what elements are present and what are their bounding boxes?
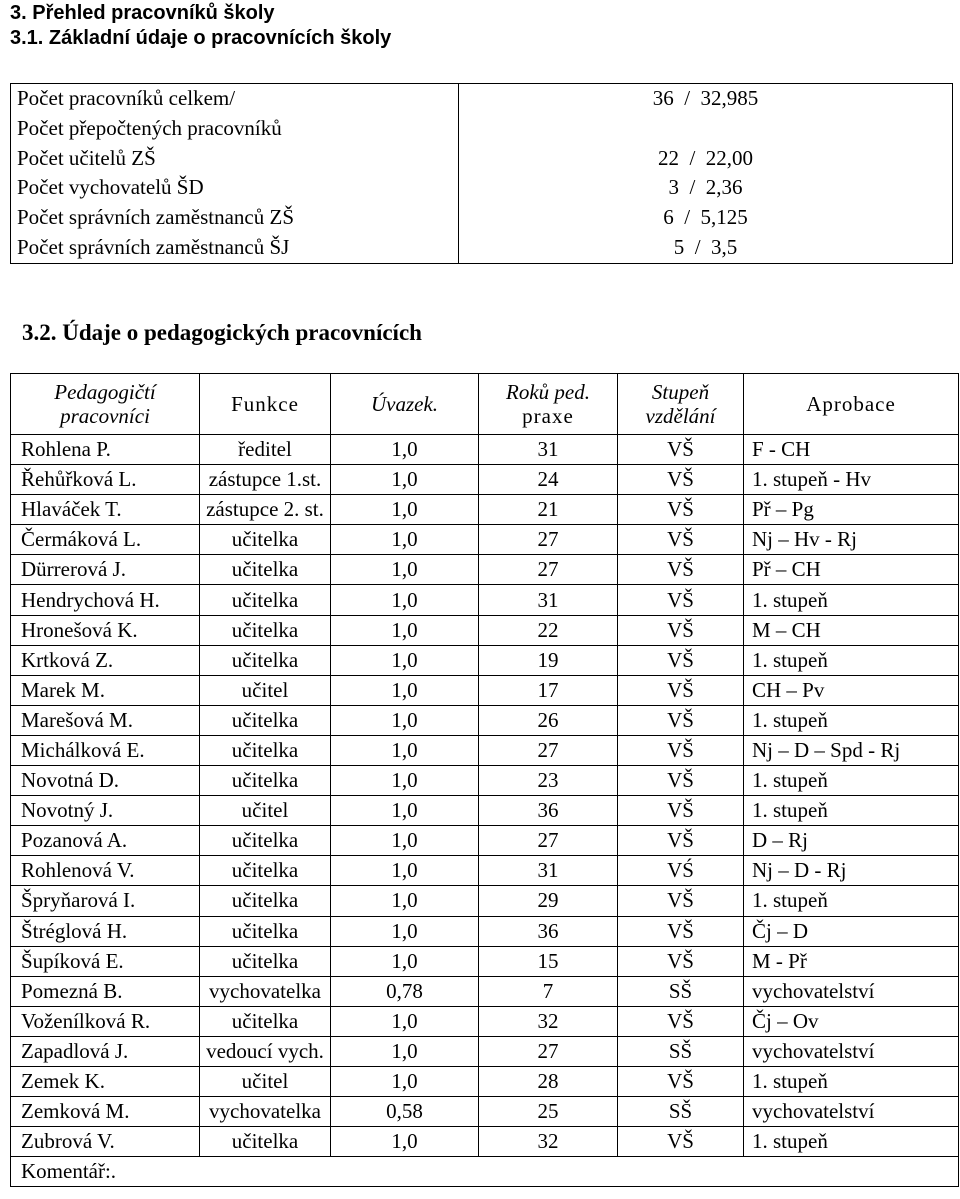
staff-name: Špryňarová I. [11, 886, 200, 916]
staff-approbation: 1. stupeň [744, 766, 959, 796]
staff-fte: 0,58 [331, 1097, 479, 1127]
staff-role: učitelka [200, 735, 331, 765]
col-header-education-line1: Stupeň [651, 380, 710, 404]
staff-role: vychovatelka [200, 1097, 331, 1127]
staff-role: vychovatelka [200, 976, 331, 1006]
staff-fte: 1,0 [331, 585, 479, 615]
staff-education: VŠ [618, 916, 744, 946]
staff-role: učitelka [200, 615, 331, 645]
staff-education: VŠ [618, 946, 744, 976]
staff-education: VŠ [618, 435, 744, 465]
staff-name: Zapadlová J. [11, 1036, 200, 1066]
table-row [11, 585, 959, 615]
table-row [11, 766, 959, 796]
staff-approbation: Čj – D [744, 916, 959, 946]
staff-approbation: D – Rj [744, 826, 959, 856]
col-header-approbation: Aprobace [744, 374, 959, 435]
staff-approbation: 1. stupeň [744, 886, 959, 916]
staff-years: 36 [479, 796, 618, 826]
staff-name: Krtková Z. [11, 645, 200, 675]
staff-header-row [11, 374, 959, 435]
staff-fte: 1,0 [331, 916, 479, 946]
staff-education: VŠ [618, 585, 744, 615]
staff-years: 17 [479, 675, 618, 705]
staff-approbation: F - CH [744, 435, 959, 465]
staff-approbation: vychovatelství [744, 1097, 959, 1127]
staff-approbation: vychovatelství [744, 1036, 959, 1066]
staff-fte: 1,0 [331, 435, 479, 465]
staff-role: učitelka [200, 916, 331, 946]
table-row [11, 495, 959, 525]
staff-years: 19 [479, 645, 618, 675]
col-header-name-line2: pracovníci [60, 404, 150, 428]
staff-education: VŠ [618, 705, 744, 735]
col-header-name [11, 374, 200, 435]
col-header-role: Funkce [200, 374, 331, 435]
staff-education: VŠ [618, 1006, 744, 1036]
staff-name: Rohlena P. [11, 435, 200, 465]
staff-name: Řehůřková L. [11, 465, 200, 495]
staff-approbation: M – CH [744, 615, 959, 645]
summary-label: Počet přepočtených pracovníků [17, 115, 282, 140]
staff-name: Michálková E. [11, 735, 200, 765]
staff-approbation: M - Př [744, 946, 959, 976]
staff-role: učitel [200, 675, 331, 705]
staff-approbation: CH – Pv [744, 675, 959, 705]
staff-approbation: Nj – D - Rj [744, 856, 959, 886]
table-row [11, 1036, 959, 1066]
staff-role: ředitel [200, 435, 331, 465]
staff-approbation: Nj – Hv - Rj [744, 525, 959, 555]
staff-role: učitelka [200, 826, 331, 856]
table-row [11, 826, 959, 856]
staff-name: Marešová M. [11, 705, 200, 735]
staff-role: zástupce 2. st. [200, 495, 331, 525]
table-row [11, 1127, 959, 1157]
staff-name: Šupíková E. [11, 946, 200, 976]
summary-row [11, 84, 953, 264]
staff-name: Čermáková L. [11, 525, 200, 555]
staff-fte: 0,78 [331, 976, 479, 1006]
staff-fte: 1,0 [331, 675, 479, 705]
staff-years: 26 [479, 705, 618, 735]
comment-cell: Komentář:. [11, 1157, 959, 1187]
col-header-fte: Úvazek. [331, 374, 479, 435]
staff-role: učitelka [200, 1127, 331, 1157]
table-row [11, 465, 959, 495]
staff-education: VŠ [618, 675, 744, 705]
staff-years: 7 [479, 976, 618, 1006]
staff-name: Marek M. [11, 675, 200, 705]
table-row [11, 976, 959, 1006]
staff-approbation: 1. stupeň - Hv [744, 465, 959, 495]
staff-education: VŠ [618, 796, 744, 826]
summary-value: 36 / 32,985 [652, 86, 759, 110]
col-header-years [479, 374, 618, 435]
summary-label: Počet správních zaměstnanců ZŠ [17, 205, 294, 230]
staff-education: SŠ [618, 1036, 744, 1066]
staff-education: VŠ [618, 555, 744, 585]
table-row [11, 645, 959, 675]
summary-label: Počet učitelů ZŠ [17, 145, 156, 170]
staff-table [10, 373, 959, 1187]
staff-approbation: 1. stupeň [744, 585, 959, 615]
staff-fte: 1,0 [331, 465, 479, 495]
col-header-education [618, 374, 744, 435]
staff-years: 31 [479, 856, 618, 886]
staff-name: Zemková M. [11, 1097, 200, 1127]
staff-name: Hronešová K. [11, 615, 200, 645]
table-row [11, 675, 959, 705]
staff-years: 15 [479, 946, 618, 976]
staff-fte: 1,0 [331, 856, 479, 886]
staff-name: Rohlenová V. [11, 856, 200, 886]
staff-education: VŠ [618, 615, 744, 645]
summary-table [10, 83, 953, 264]
staff-years: 23 [479, 766, 618, 796]
col-header-education-line2: vzdělání [645, 404, 716, 428]
staff-fte: 1,0 [331, 735, 479, 765]
staff-fte: 1,0 [331, 946, 479, 976]
staff-education: VŠ [618, 645, 744, 675]
summary-labels-cell [11, 84, 459, 264]
staff-approbation: Nj – D – Spd - Rj [744, 735, 959, 765]
staff-education: VŠ [618, 886, 744, 916]
summary-value: 6 / 5,125 [663, 205, 748, 230]
staff-name: Pomezná B. [11, 976, 200, 1006]
staff-education: VŠ [618, 495, 744, 525]
table-row [11, 796, 959, 826]
staff-name: Voženílková R. [11, 1006, 200, 1036]
staff-approbation: 1. stupeň [744, 796, 959, 826]
staff-approbation: 1. stupeň [744, 1127, 959, 1157]
staff-approbation: 1. stupeň [744, 645, 959, 675]
staff-fte: 1,0 [331, 766, 479, 796]
subsection-heading: 3.1. Základní údaje o pracovnících školy [10, 27, 392, 49]
summary-value [459, 114, 952, 144]
staff-education: VŚ [618, 856, 744, 886]
staff-years: 25 [479, 1097, 618, 1127]
staff-role: učitelka [200, 946, 331, 976]
staff-approbation: Př – CH [744, 555, 959, 585]
staff-years: 32 [479, 1006, 618, 1036]
staff-years: 28 [479, 1066, 618, 1096]
staff-role: učitelka [200, 1006, 331, 1036]
staff-education: VŠ [618, 826, 744, 856]
staff-fte: 1,0 [331, 705, 479, 735]
staff-name: Hendrychová H. [11, 585, 200, 615]
summary-values-cell [459, 84, 953, 264]
staff-education: VŠ [618, 1127, 744, 1157]
staff-education: VŠ [618, 525, 744, 555]
table-row [11, 555, 959, 585]
col-header-years-line1: Roků ped. [506, 380, 590, 404]
staff-role: učitelka [200, 856, 331, 886]
staff-fte: 1,0 [331, 495, 479, 525]
staff-fte: 1,0 [331, 886, 479, 916]
staff-role: učitelka [200, 585, 331, 615]
staff-role: učitelka [200, 705, 331, 735]
staff-fte: 1,0 [331, 796, 479, 826]
comment-row [11, 1157, 959, 1187]
staff-name: Zemek K. [11, 1066, 200, 1096]
table-row [11, 916, 959, 946]
staff-fte: 1,0 [331, 826, 479, 856]
table-row [11, 735, 959, 765]
staff-table-body [11, 435, 959, 1187]
summary-label: Počet vychovatelů ŠD [17, 175, 204, 200]
staff-years: 29 [479, 886, 618, 916]
table-row [11, 525, 959, 555]
table-row [11, 856, 959, 886]
staff-education: VŠ [618, 735, 744, 765]
staff-education: VŠ [618, 465, 744, 495]
staff-years: 27 [479, 555, 618, 585]
table-row [11, 886, 959, 916]
staff-name: Zubrová V. [11, 1127, 200, 1157]
summary-label: Počet správních zaměstnanců ŠJ [17, 234, 290, 259]
staff-fte: 1,0 [331, 555, 479, 585]
staff-role: učitelka [200, 645, 331, 675]
staff-fte: 1,0 [331, 525, 479, 555]
staff-approbation: Čj – Ov [744, 1006, 959, 1036]
section-heading: 3. Přehled pracovníků školy [10, 2, 275, 24]
col-header-name-line1: Pedagogičtí [54, 380, 156, 404]
staff-fte: 1,0 [331, 615, 479, 645]
staff-fte: 1,0 [331, 1066, 479, 1096]
staff-approbation: 1. stupeň [744, 1066, 959, 1096]
staff-name: Novotný J. [11, 796, 200, 826]
staff-years: 27 [479, 525, 618, 555]
table-row [11, 1066, 959, 1096]
staff-section-title: 3.2. Údaje o pedagogických pracovnících [22, 320, 422, 345]
staff-years: 32 [479, 1127, 618, 1157]
staff-role: vedoucí vych. [200, 1036, 331, 1066]
staff-role: zástupce 1.st. [200, 465, 331, 495]
staff-role: učitelka [200, 555, 331, 585]
staff-name: Dürrerová J. [11, 555, 200, 585]
table-row [11, 1097, 959, 1127]
staff-years: 27 [479, 826, 618, 856]
table-row [11, 615, 959, 645]
staff-years: 22 [479, 615, 618, 645]
staff-fte: 1,0 [331, 1006, 479, 1036]
summary-label: Počet pracovníků celkem/ [17, 86, 236, 110]
staff-approbation: 1. stupeň [744, 705, 959, 735]
summary-value: 5 / 3,5 [673, 234, 738, 259]
staff-role: učitelka [200, 766, 331, 796]
staff-name: Štréglová H. [11, 916, 200, 946]
staff-years: 31 [479, 585, 618, 615]
staff-role: učitel [200, 1066, 331, 1096]
staff-education: VŠ [618, 766, 744, 796]
staff-education: SŠ [618, 1097, 744, 1127]
staff-education: SŠ [618, 976, 744, 1006]
staff-years: 36 [479, 916, 618, 946]
staff-fte: 1,0 [331, 1036, 479, 1066]
staff-approbation: Př – Pg [744, 495, 959, 525]
staff-role: učitelka [200, 525, 331, 555]
table-row [11, 435, 959, 465]
staff-education: VŠ [618, 1066, 744, 1096]
table-row [11, 705, 959, 735]
staff-years: 21 [479, 495, 618, 525]
staff-name: Pozanová A. [11, 826, 200, 856]
staff-years: 24 [479, 465, 618, 495]
staff-years: 27 [479, 735, 618, 765]
table-row [11, 946, 959, 976]
col-header-years-line2: praxe [522, 404, 574, 428]
staff-name: Novotná D. [11, 766, 200, 796]
staff-approbation: vychovatelství [744, 976, 959, 1006]
summary-value: 22 / 22,00 [657, 145, 754, 170]
summary-value: 3 / 2,36 [668, 175, 743, 200]
table-row [11, 1006, 959, 1036]
staff-role: učitel [200, 796, 331, 826]
staff-role: učitelka [200, 886, 331, 916]
staff-name: Hlaváček T. [11, 495, 200, 525]
staff-fte: 1,0 [331, 645, 479, 675]
staff-fte: 1,0 [331, 1127, 479, 1157]
staff-years: 31 [479, 435, 618, 465]
staff-years: 27 [479, 1036, 618, 1066]
